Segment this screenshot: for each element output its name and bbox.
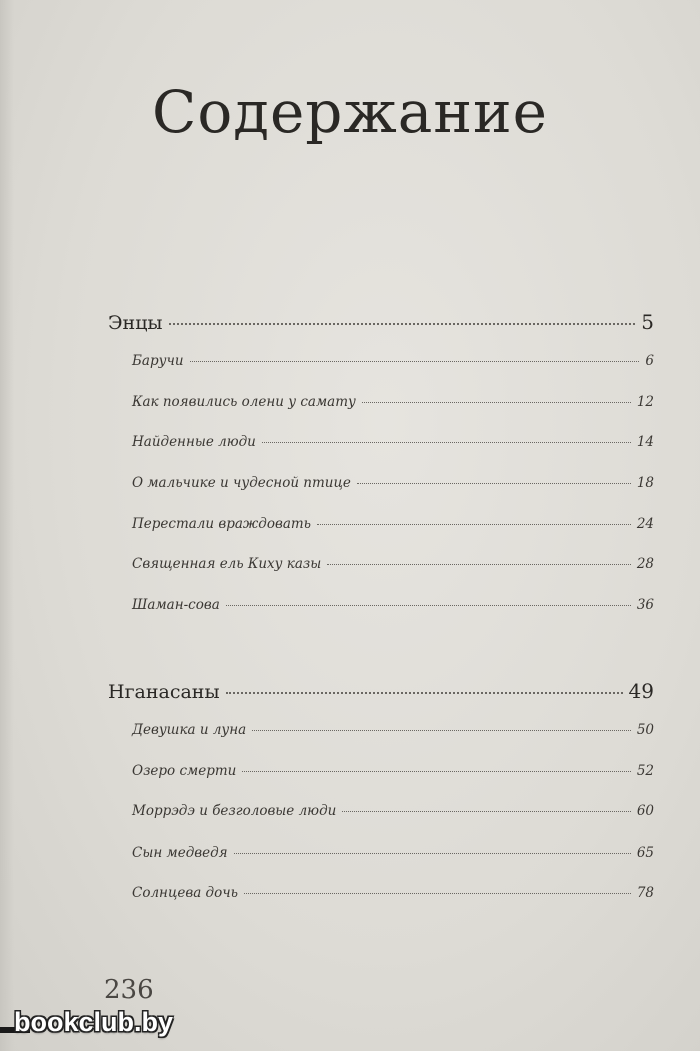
toc-entry-page: 18 bbox=[636, 475, 654, 491]
toc-section-entsy bbox=[108, 310, 654, 334]
toc-entry-title: Моррэдэ и безголовые люди bbox=[132, 803, 337, 819]
toc-entry bbox=[132, 597, 654, 613]
page-number: 236 bbox=[104, 975, 154, 1005]
toc-entry-title: Баручи bbox=[132, 353, 184, 369]
toc-entry-title: Перестали враждовать bbox=[132, 516, 312, 532]
toc-entry-title: Как появились олени у самату bbox=[132, 394, 356, 410]
toc-entry-title: Священная ель Киху казы bbox=[132, 556, 322, 572]
dot-leader bbox=[362, 402, 631, 403]
toc-entry-title: Шаман-сова bbox=[132, 597, 220, 613]
toc-entry bbox=[132, 516, 654, 532]
toc-entry-page: 60 bbox=[636, 803, 654, 819]
page-title: Содержание bbox=[151, 78, 549, 146]
toc-section-title: Энцы bbox=[108, 312, 163, 334]
dot-leader bbox=[317, 524, 631, 525]
toc-entry-page: 14 bbox=[636, 434, 654, 450]
toc-entry-page: 28 bbox=[636, 556, 654, 572]
dot-leader bbox=[342, 811, 630, 812]
toc-entry-page: 50 bbox=[636, 722, 654, 738]
toc-entry-title: Озеро смерти bbox=[132, 763, 237, 779]
dot-leader bbox=[234, 853, 631, 854]
toc-section-page: 5 bbox=[641, 310, 654, 334]
toc-entry bbox=[132, 803, 654, 819]
dot-leader bbox=[262, 442, 631, 443]
toc-section-nganasany bbox=[108, 679, 654, 703]
dot-leader bbox=[242, 771, 630, 772]
toc-entry-title: О мальчике и чудесной птице bbox=[132, 475, 351, 491]
watermark bbox=[0, 1005, 185, 1045]
dot-leader bbox=[357, 483, 631, 484]
watermark-text: bookclub.by bbox=[14, 1007, 174, 1037]
dot-leader bbox=[244, 893, 631, 894]
toc-entry-page: 78 bbox=[636, 885, 654, 901]
toc-entry bbox=[132, 353, 654, 369]
dot-leader bbox=[252, 730, 631, 731]
toc-entry bbox=[132, 845, 654, 861]
dot-leader bbox=[327, 564, 631, 565]
page-edge-shadow bbox=[0, 0, 14, 1051]
toc-entry-page: 6 bbox=[645, 353, 654, 369]
toc-entry bbox=[132, 763, 654, 779]
toc-entry-title: Девушка и луна bbox=[132, 722, 247, 738]
toc-section-page: 49 bbox=[628, 679, 654, 703]
dot-leader bbox=[226, 692, 623, 694]
toc-entry bbox=[132, 434, 654, 450]
dot-leader bbox=[190, 361, 640, 362]
toc-entry-title: Солнцева дочь bbox=[132, 885, 238, 901]
toc-entry-page: 12 bbox=[636, 394, 654, 410]
toc-entry bbox=[132, 722, 654, 738]
toc-entry-page: 65 bbox=[636, 845, 654, 861]
toc-entry bbox=[132, 394, 654, 410]
toc-entry bbox=[132, 556, 654, 572]
toc-entry-page: 52 bbox=[636, 763, 654, 779]
dot-leader bbox=[226, 605, 631, 606]
dot-leader bbox=[169, 323, 636, 325]
toc-entry bbox=[132, 475, 654, 491]
toc-entry-title: Сын медведя bbox=[132, 845, 228, 861]
toc-entry-page: 36 bbox=[636, 597, 654, 613]
toc-entry-page: 24 bbox=[636, 516, 654, 532]
toc-entry bbox=[132, 885, 654, 901]
toc-entry-title: Найденные люди bbox=[132, 434, 256, 450]
toc-section-title: Нганасаны bbox=[108, 681, 220, 703]
